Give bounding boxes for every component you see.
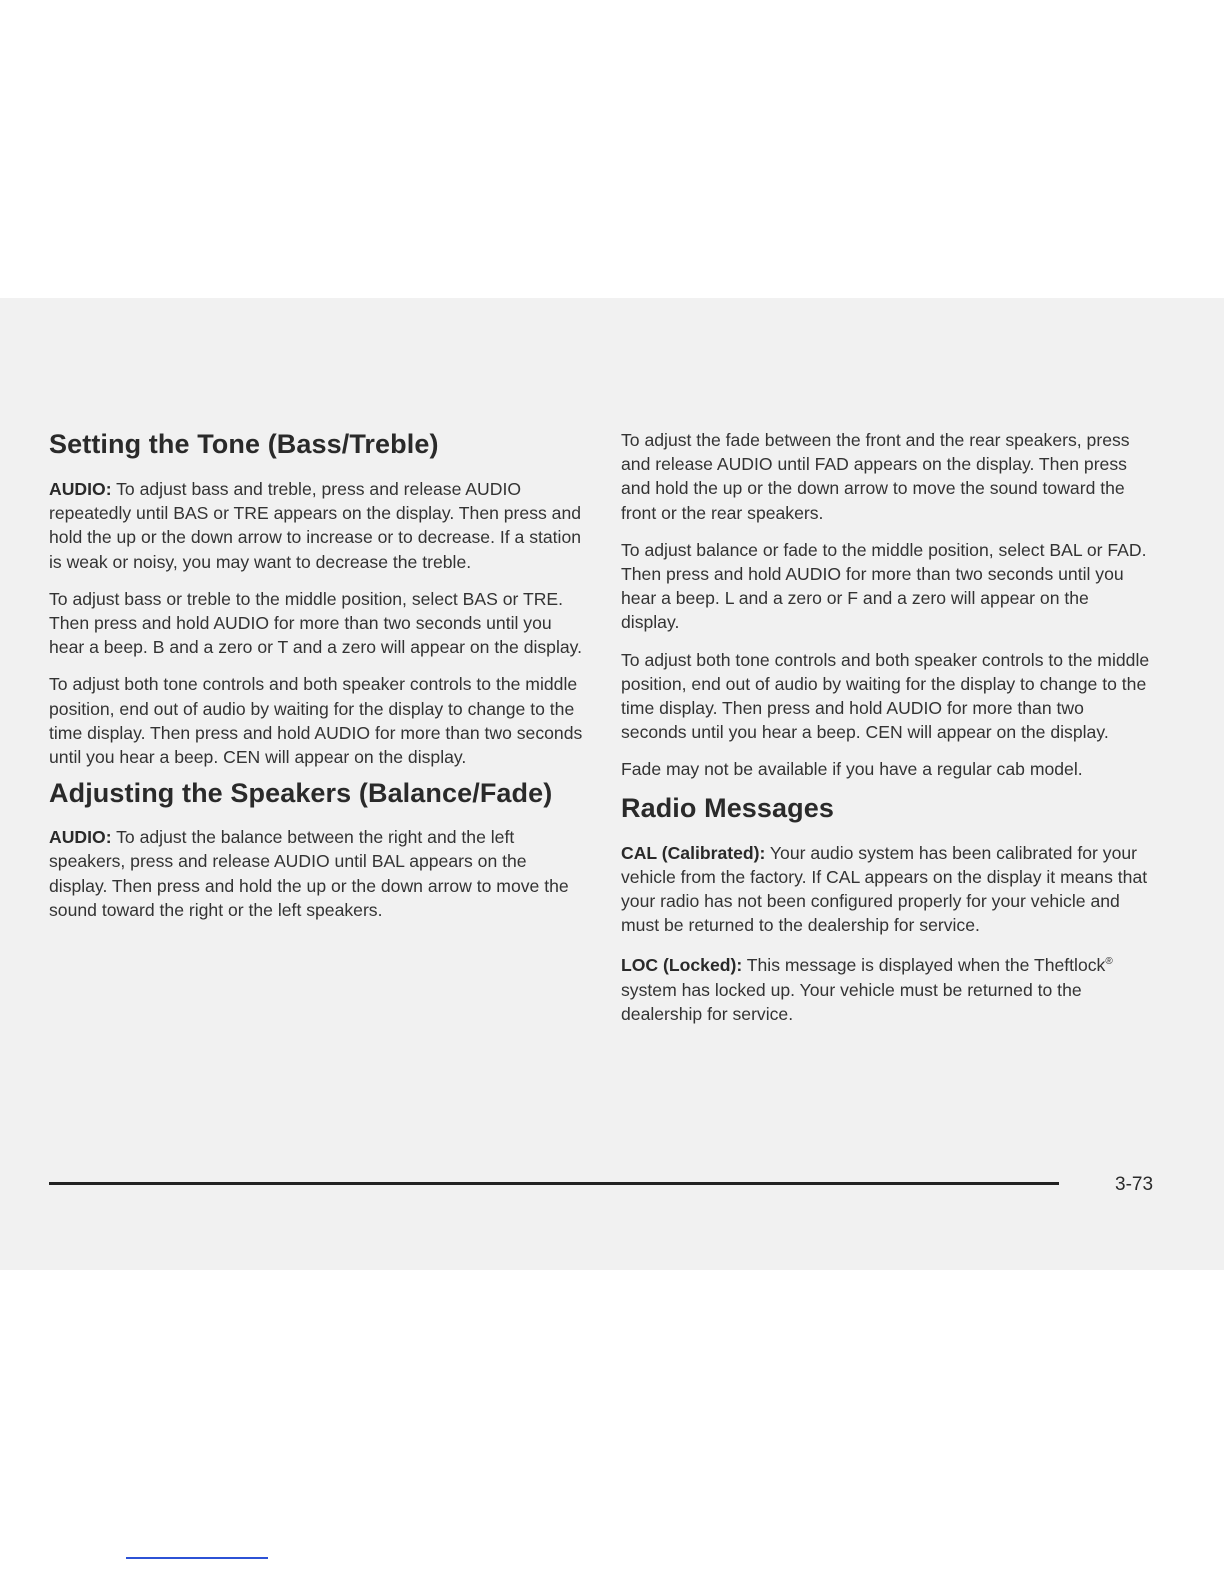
- speakers-paragraph-1: [49, 825, 589, 922]
- audio-label: AUDIO:: [49, 827, 112, 848]
- tone-paragraph-2: To adjust bass or treble to the middle position, select BAS or TRE. Then press and hold AUDIO for more than two seconds until you hear a beep. B and a zero or T and a zero will appear on the display.: [49, 588, 583, 658]
- loc-paragraph: [621, 950, 1151, 1025]
- tone-paragraph-3: To adjust both tone controls and both speaker controls to the middle position, end out of audio by waiting for the display to change to the time display. Then press and hold AUDIO for more than two seconds until you hear a beep. CEN will appear on the display.: [49, 674, 583, 768]
- registered-mark: ®: [1105, 956, 1113, 968]
- cal-paragraph: [621, 841, 1151, 938]
- loc-text-after: system has locked up. Your vehicle must be returned to the dealership for service.: [621, 979, 1082, 1024]
- tone-paragraph-1: [49, 477, 589, 574]
- tone-paragraph-1-text: To adjust bass and treble, press and release AUDIO repeatedly until BAS or TRE appears on the display. Then press and hold the up or the down arrow to increase or to decrease. If a station is weak or noisy, you may want to decrease the treble.: [49, 479, 582, 572]
- right-column: [621, 428, 1151, 1026]
- loc-label: LOC (Locked):: [621, 955, 743, 976]
- fade-paragraph-3: To adjust both tone controls and both speaker controls to the middle position, end out of audio by waiting for the display to change to the time display. Then press and hold AUDIO for more than two seconds until you hear a beep. CEN will appear on the display.: [621, 649, 1150, 743]
- fade-paragraph-2: To adjust balance or fade to the middle position, select BAL or FAD. Then press and hold AUDIO for more than two seconds until you hear a beep. L and a zero or F and a zero will appear on the display.: [621, 539, 1147, 633]
- audio-label: AUDIO:: [49, 479, 112, 499]
- loc-text-before: This message is displayed when the Theftlock: [742, 955, 1106, 976]
- fade-paragraph-4: Fade may not be available if you have a regular cab model.: [621, 759, 1083, 780]
- left-column: [49, 428, 589, 922]
- speakers-paragraph-1-text: To adjust the balance between the right and the left speakers, press and release AUDIO until BAL appears on the display. Then press and hold the up or the down arrow to move the sound toward the right or the left speakers.: [49, 827, 569, 920]
- bottom-link-underline[interactable]: [126, 1557, 268, 1559]
- cal-label: CAL (Calibrated):: [621, 842, 766, 863]
- page-number: 3-73: [1115, 1174, 1154, 1195]
- fade-paragraph-1: To adjust the fade between the front and the rear speakers, press and release AUDIO until FAD appears on the display. Then press and hold the up or the down arrow to move the sound toward the front or the rear speakers.: [621, 430, 1130, 523]
- cal-text: Your audio system has been calibrated for your vehicle from the factory. If CAL appears on the display it means that your radio has not been configured properly for your vehicle and must be returned to the dealership for service.: [621, 842, 1148, 936]
- footer-rule: [49, 1182, 1059, 1185]
- speakers-heading: Adjusting the Speakers (Balance/Fade): [49, 778, 553, 809]
- radio-messages-heading: Radio Messages: [621, 792, 834, 823]
- tone-heading: Setting the Tone (Bass/Treble): [49, 429, 439, 459]
